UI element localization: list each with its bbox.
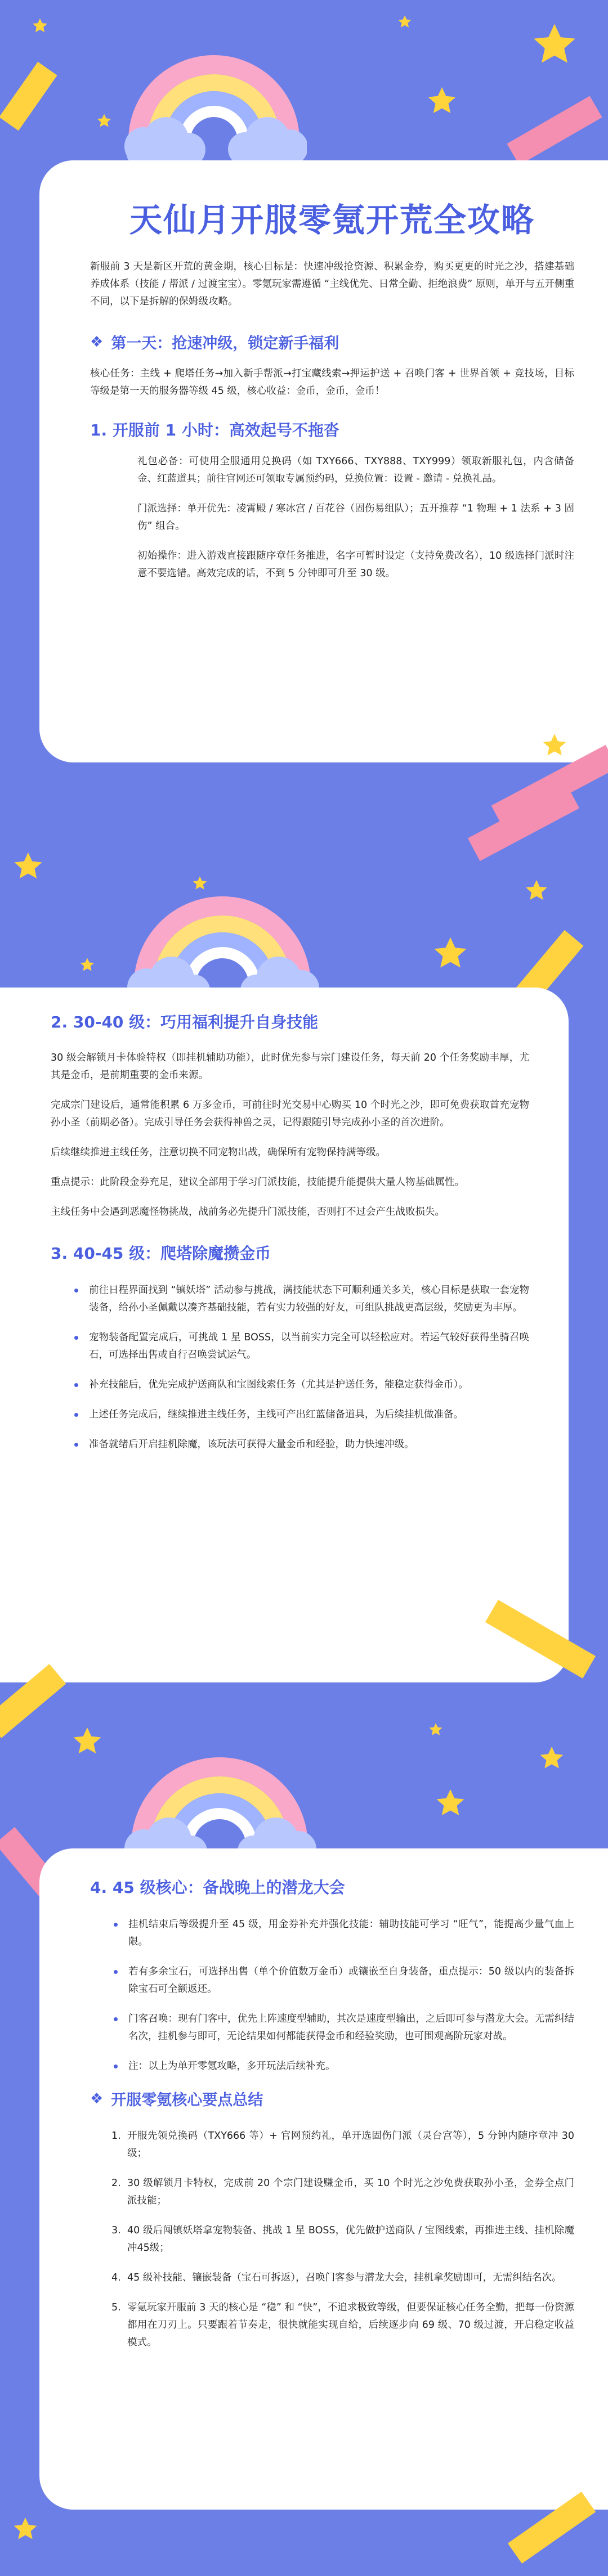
star-icon bbox=[540, 731, 569, 760]
section1-paragraph: 初始操作：进入游戏直接跟随序章任务推进，名字可暂时设定（支持免费改名），10 级选择门派时注意不要选错。高效完成的话，不到 5 分钟即可升至 30 级。 bbox=[137, 550, 574, 579]
list-item: 若有多余宝石，可选择出售（单个价值数万金币）或镶嵌至自身装备，重点提示：50 级以内的装备拆除宝石可全额返还。 bbox=[90, 1963, 574, 1998]
section3-heading: 3. 40-45 级：爬塔除魔攒金币 bbox=[51, 1244, 271, 1263]
section2-paragraph: 完成宗门建设后，通常能积累 6 万多金币，可前往时光交易中心购买 10 个时光之沙，即可免费获取首充宠物孙小圣（前期必备）。完成引导任务会获得神兽之灵，记得跟随引导完成孙小圣的首次进阶。 bbox=[51, 1099, 529, 1128]
star-icon bbox=[96, 113, 113, 129]
sparkle-icon: ❖ bbox=[90, 2090, 104, 2107]
star-icon bbox=[433, 1787, 467, 1820]
section4-heading: 4. 45 级核心：备战晚上的潜龙大会 bbox=[90, 1878, 345, 1897]
list-item: 宠物装备配置完成后，可挑战 1 星 BOSS，以当前实力完全可以轻松应对。若运气较好获得坐骑召唤石，可选择出售或自行召唤尝试运气。 bbox=[51, 1329, 529, 1364]
list-item: 2. 30 级解锁月卡特权，完成前 20 个宗门建设赚金币，买 10 个时光之沙免费获取孙小圣，金券全点门派技能； bbox=[111, 2178, 574, 2206]
list-item: 注：以上为单开零氪攻略，多开玩法后续补充。 bbox=[90, 2058, 574, 2075]
intro-paragraph: 新服前 3 天是新区开荒的黄金期，核心目标是：快速冲级抢资源、积累金券，购买更更的时光之沙，搭建基础养成体系（技能 / 帮派 / 过渡宝宝）。零氪玩家需遵循 “主线优先、日常全勤、拒绝浪费” 原则，单开与五开侧重不同，以下是拆解的保姆级攻略。 bbox=[90, 261, 574, 307]
section2-paragraph: 后续继续推进主线任务，注意切换不同宠物出战，确保所有宠物保持满等级。 bbox=[51, 1147, 386, 1158]
page-title: 天仙月开服零氪开荒全攻略 bbox=[129, 201, 535, 239]
list-item: 上述任务完成后，继续推进主线任务，主线可产出红蓝储备道具，为后续挂机做准备。 bbox=[51, 1406, 529, 1424]
section1-paragraph: 门派选择：单开优先：凌霄殿 / 寒冰宫 / 百花谷（固伤易组队）；五开推荐 “1 物理 + 1 法系 + 3 固伤” 组合。 bbox=[137, 503, 574, 532]
rainbow-decoration bbox=[118, 1739, 321, 1863]
section3-list bbox=[51, 1282, 529, 1453]
list-item: 准备就绪后开启挂机除魔，该玩法可获得大量金币和经验，助力快速冲级。 bbox=[51, 1436, 529, 1453]
sparkle-icon: ❖ bbox=[90, 333, 104, 351]
content-card-3 bbox=[39, 1848, 608, 2510]
star-icon bbox=[397, 14, 413, 30]
star-icon bbox=[79, 957, 96, 973]
section1-heading: 1. 开服前 1 小时：高效起号不拖沓 bbox=[90, 421, 339, 439]
star-icon bbox=[428, 1722, 444, 1738]
star-icon bbox=[425, 84, 459, 118]
section2-heading: 2. 30-40 级：巧用福利提升自身技能 bbox=[51, 1013, 319, 1031]
list-item: 5. 零氪玩家开服前 3 天的核心是 “稳” 和 “快”，不追求极致等级，但要保证核心任务全勤，把每一份资源都用在刀刃上。只要跟着节奏走，很快就能实现自给，后续逐步向 69 级、70 级过渡，开启稳定收益模式。 bbox=[111, 2302, 574, 2348]
star-icon bbox=[431, 934, 470, 973]
section2-paragraph: 30 级会解锁月卡体验特权（即挂机辅助功能），此时优先参与宗门建设任务，每天前 20 个任务奖励丰厚，尤其是金币，是前期重要的金币来源。 bbox=[51, 1052, 529, 1081]
star-icon bbox=[70, 1725, 104, 1758]
list-item: 4. 45 级补技能、镶嵌装备（宝石可拆返），召唤门客参与潜龙大会，挂机拿奖励即可，无需纠结名次。 bbox=[111, 2272, 562, 2283]
summary-list bbox=[90, 2128, 574, 2351]
tape-decoration bbox=[0, 62, 57, 131]
section2-paragraph: 重点提示：此阶段金券充足，建议全部用于学习门派技能，技能提升能提供大量人物基础属性。 bbox=[51, 1177, 464, 1188]
list-item: 门客召唤：现有门客中，优先上阵速度型辅助，其次是速度型输出，之后即可参与潜龙大会。无需纠结名次，挂机参与即可，无论结果如何都能获得金币和经验奖励，也可围观高阶玩家对战。 bbox=[90, 2010, 574, 2045]
list-item: 1. 开服先领兑换码（TXY666 等）+ 官网预约礼，单开选固伤门派（灵台宫等），5 分钟内随序章冲 30 级； bbox=[111, 2130, 574, 2159]
list-item: 挂机结束后等级提升至 45 级，用金券补充并强化技能：辅助技能可学习 “旺气”，能提高少量气血上限。 bbox=[90, 1916, 574, 1951]
rainbow-decoration bbox=[121, 34, 307, 163]
day1-heading: ❖ 第一天：抢速冲级，锁定新手福利 bbox=[90, 333, 339, 352]
list-item: 补充技能后，优先完成护送商队和宝图线索任务（尤其是护送任务，能稳定获得金币）。 bbox=[51, 1376, 529, 1394]
star-icon bbox=[11, 2515, 39, 2543]
summary-heading: ❖ 开服零氪核心要点总结 bbox=[90, 2090, 263, 2109]
content-card-1 bbox=[39, 160, 608, 762]
day1-paragraph: 核心任务：主线 + 爬塔任务→加入新手帮派→打宝藏线索→押运护送 + 召唤门客 + 世界首领 + 竞技场，目标等级是第一天的服务器等级 45 级，核心收益：金币，金币，金币！ bbox=[90, 368, 574, 397]
section1-paragraph: 礼包必备：可使用全服通用兑换码（如 TXY666、TXY888、TXY999）领取新服礼包，内含储备金、红蓝道具；前往官网还可领取专属预约码，兑换位置：设置 - 邀请 - 兑换礼品。 bbox=[137, 456, 574, 484]
star-icon bbox=[538, 1744, 566, 1772]
section2-paragraph: 主线任务中会遇到恶魔怪物挑战，战前务必先提升门派技能，否则打不过会产生战败损失。 bbox=[51, 1206, 445, 1218]
section4-list bbox=[90, 1916, 574, 2075]
content-card-2 bbox=[0, 988, 569, 1682]
star-icon bbox=[524, 878, 549, 904]
tape-decoration bbox=[507, 96, 602, 165]
list-item: 3. 40 级后闯镇妖塔拿宠物装备、挑战 1 星 BOSS，优先做护送商队 / 宝图线索，再推进主线、挂机除魔冲45级； bbox=[111, 2225, 574, 2254]
star-icon bbox=[529, 20, 580, 70]
list-item: 前往日程界面找到 “镇妖塔” 活动参与挑战，满技能状态下可顺利通关多关，核心目标是获取一套宠物装备，给孙小圣佩戴以凑齐基础技能，若有实力较强的好友，可组队挑战更高层级，奖励更为丰厚。 bbox=[51, 1282, 529, 1317]
rainbow-decoration bbox=[121, 878, 324, 1002]
star-icon bbox=[31, 17, 49, 35]
star-icon bbox=[11, 850, 45, 883]
